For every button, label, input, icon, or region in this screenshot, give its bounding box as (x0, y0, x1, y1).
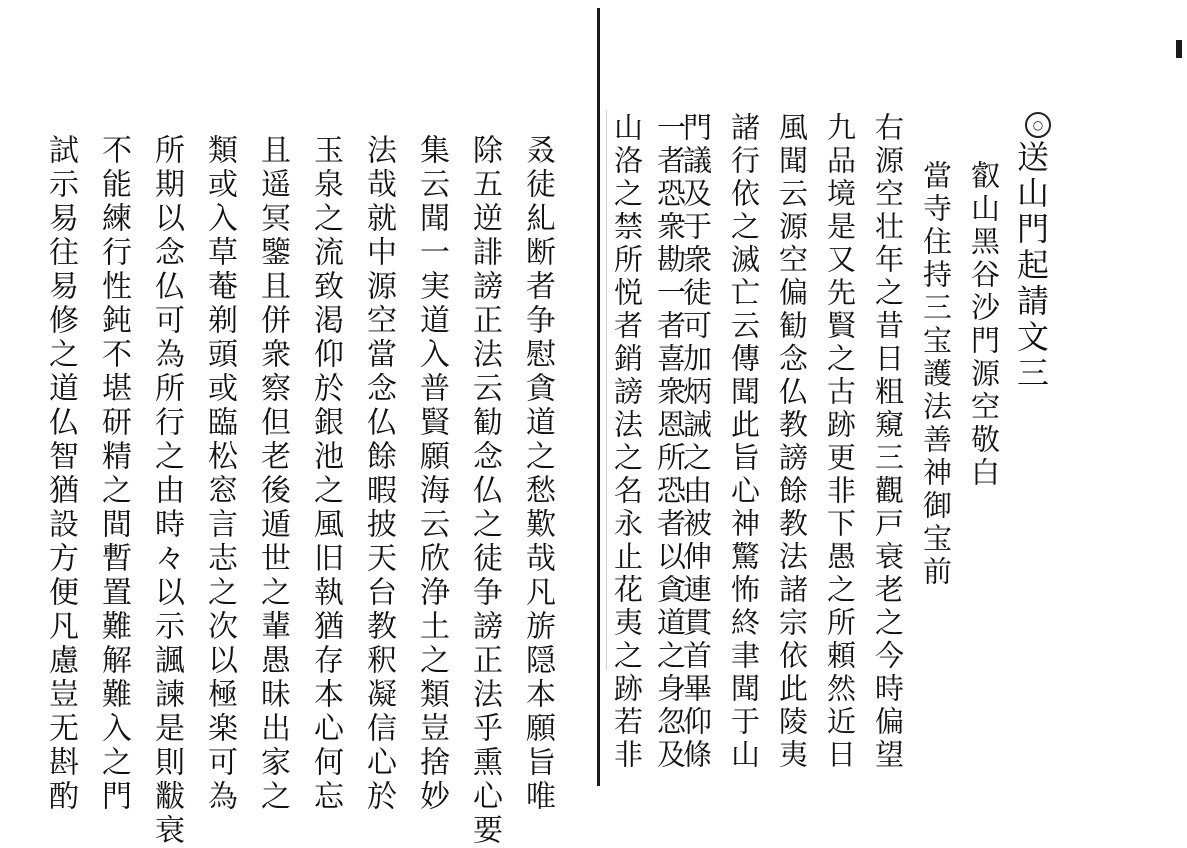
text-column: 一者恐衆勘一者喜衆恩所恐者以貪道之身忽及 (653, 112, 687, 772)
text-column: 當寺住持三宝護法善神御宝前 (919, 160, 953, 589)
text-column: 類或入草菴剃頭或臨松窓言志之次以極楽可為 (202, 134, 237, 814)
text-column: 不能練行性鈍不堪研精之間暫置難解難入之門 (96, 134, 131, 814)
document-title: 送山門起請文三 (1012, 140, 1050, 392)
page-edge-mark (1176, 40, 1182, 58)
text-column: 試示易往易修之道仏智猶設方便凡慮豈无斟酌 (43, 134, 78, 814)
text-column: 除五逆誹謗正法云勧念仏之徒争謗正法乎熏心要 (467, 134, 502, 848)
page-gutter-shadow (606, 110, 607, 670)
text-column: 且遥冥鑒且併衆察但老後遁世之輩愚昧出家之 (255, 134, 290, 814)
circle-mark-icon: ○ (1025, 112, 1051, 138)
text-column: 叒徒糺断者争慰貪道之愁歎哉凡旂隠本願旨唯 (520, 134, 555, 814)
text-column: 山洛之禁所悦者銷謗法之名永止花夷之跡若非 (610, 112, 644, 772)
text-column: 諸行依之滅亡云傳聞此旨心神驚怖終聿聞于山 (727, 112, 761, 772)
text-column: 法哉就中源空當念仏餘暇披天台教釈凝信心於 (361, 134, 396, 814)
text-column: 所期以念仏可為所行之由時々以示諷諫是則黻衰 (149, 134, 184, 848)
page-gutter-line (597, 8, 600, 786)
text-column: 門議及于衆徒可加炳誡之由被伸連貫首畢仰條 (679, 112, 713, 772)
text-column: 集云聞一実道入普賢願海云欣浄土之類豈捨妙 (414, 134, 449, 814)
text-column: 風聞云源空偏勧念仏教謗餘教法諸宗依此陵夷 (775, 112, 809, 772)
text-column: 玉泉之流致渇仰於銀池之風旧執猶存本心何忘 (308, 134, 343, 814)
text-column: 右源空壮年之昔日粗窺三觀戸衰老之今時偏望 (871, 112, 905, 772)
text-column: 叡山黑谷沙門源空敬白 (967, 160, 1001, 490)
text-column: 九品境是又先賢之古跡更非下愚之所頼然近日 (823, 112, 857, 772)
